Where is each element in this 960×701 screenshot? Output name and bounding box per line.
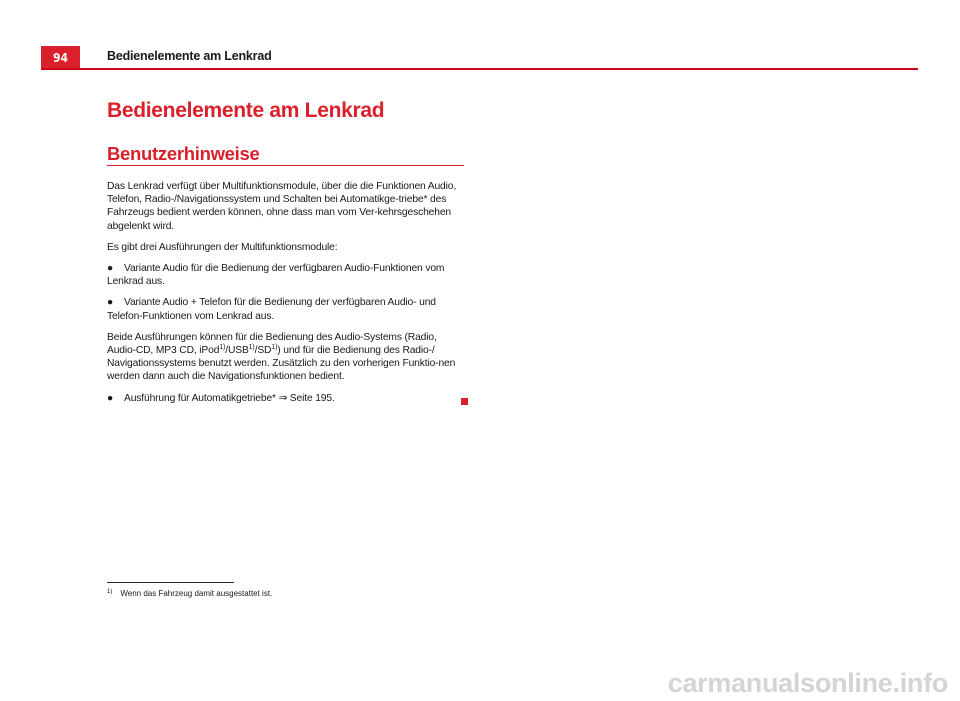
text-segment: /USB — [225, 345, 249, 357]
footnote-marker: 1) — [107, 589, 113, 595]
list-item — [107, 392, 467, 405]
footnote-ref[interactable]: 1) — [271, 344, 278, 352]
text-segment: /SD — [254, 345, 272, 357]
list-item — [107, 296, 467, 322]
watermark: carmanualsonline.info — [667, 668, 948, 698]
bullet-icon: ● — [107, 297, 114, 309]
variants-intro-paragraph: Es gibt drei Ausführungen der Multifunktionsmodule: — [107, 241, 338, 253]
footnote-ref[interactable]: 1) — [248, 344, 255, 352]
page-header — [41, 46, 918, 70]
footnote-text: Wenn das Fahrzeug damit ausgestattet ist. — [120, 589, 273, 598]
footnote-ref[interactable]: 1) — [219, 344, 226, 352]
text-segment: ) und für die Bedienung des Radio-/ Navigationssystems benutzt werden. Zusätzlich zu den vorherigen Funktio-nen werden dann auch die Navigationsfunktionen bedient. — [107, 345, 456, 383]
list-item — [107, 262, 467, 288]
intro-paragraph: Das Lenkrad verfügt über Multifunktionsmodule, über die die Funktionen Audio, Telefon, Radio-/Navigationssystem und Schalten bei Automatikge-triebe* des Fahrzeugs bedient werden können, ohne dass man vom Ver-kehrsgeschehen abgelenkt wird. — [107, 181, 457, 232]
section-title: Benutzerhinweise — [107, 143, 464, 166]
running-title: Bedienelemente am Lenkrad — [107, 49, 272, 63]
page-number: 94 — [41, 46, 80, 68]
bullet-icon: ● — [107, 263, 114, 275]
bullet-icon: ● — [107, 392, 114, 404]
chapter-title: Bedienelemente am Lenkrad — [107, 99, 385, 122]
bullet-text: Variante Audio für die Bedienung der verfügbaren Audio-Funktionen vom Lenkrad aus. — [107, 263, 445, 288]
footnote-divider — [107, 582, 234, 583]
page-reference-link[interactable]: ⇒ Seite 195. — [278, 392, 335, 404]
body-text — [107, 180, 467, 413]
section-end-marker — [461, 398, 468, 405]
both-variants-paragraph — [107, 331, 467, 384]
footnote — [107, 589, 272, 598]
bullet-text: Ausführung für Automatikgetriebe* — [124, 392, 279, 404]
text-segment: Beide Ausführungen können für die Bedienung des Audio-Systems (Radio, Audio-CD, MP3 CD, iPod — [107, 331, 437, 357]
bullet-text: Variante Audio + Telefon für die Bedienung der verfügbaren Audio- und Telefon-Funktionen vom Lenkrad aus. — [107, 297, 436, 322]
